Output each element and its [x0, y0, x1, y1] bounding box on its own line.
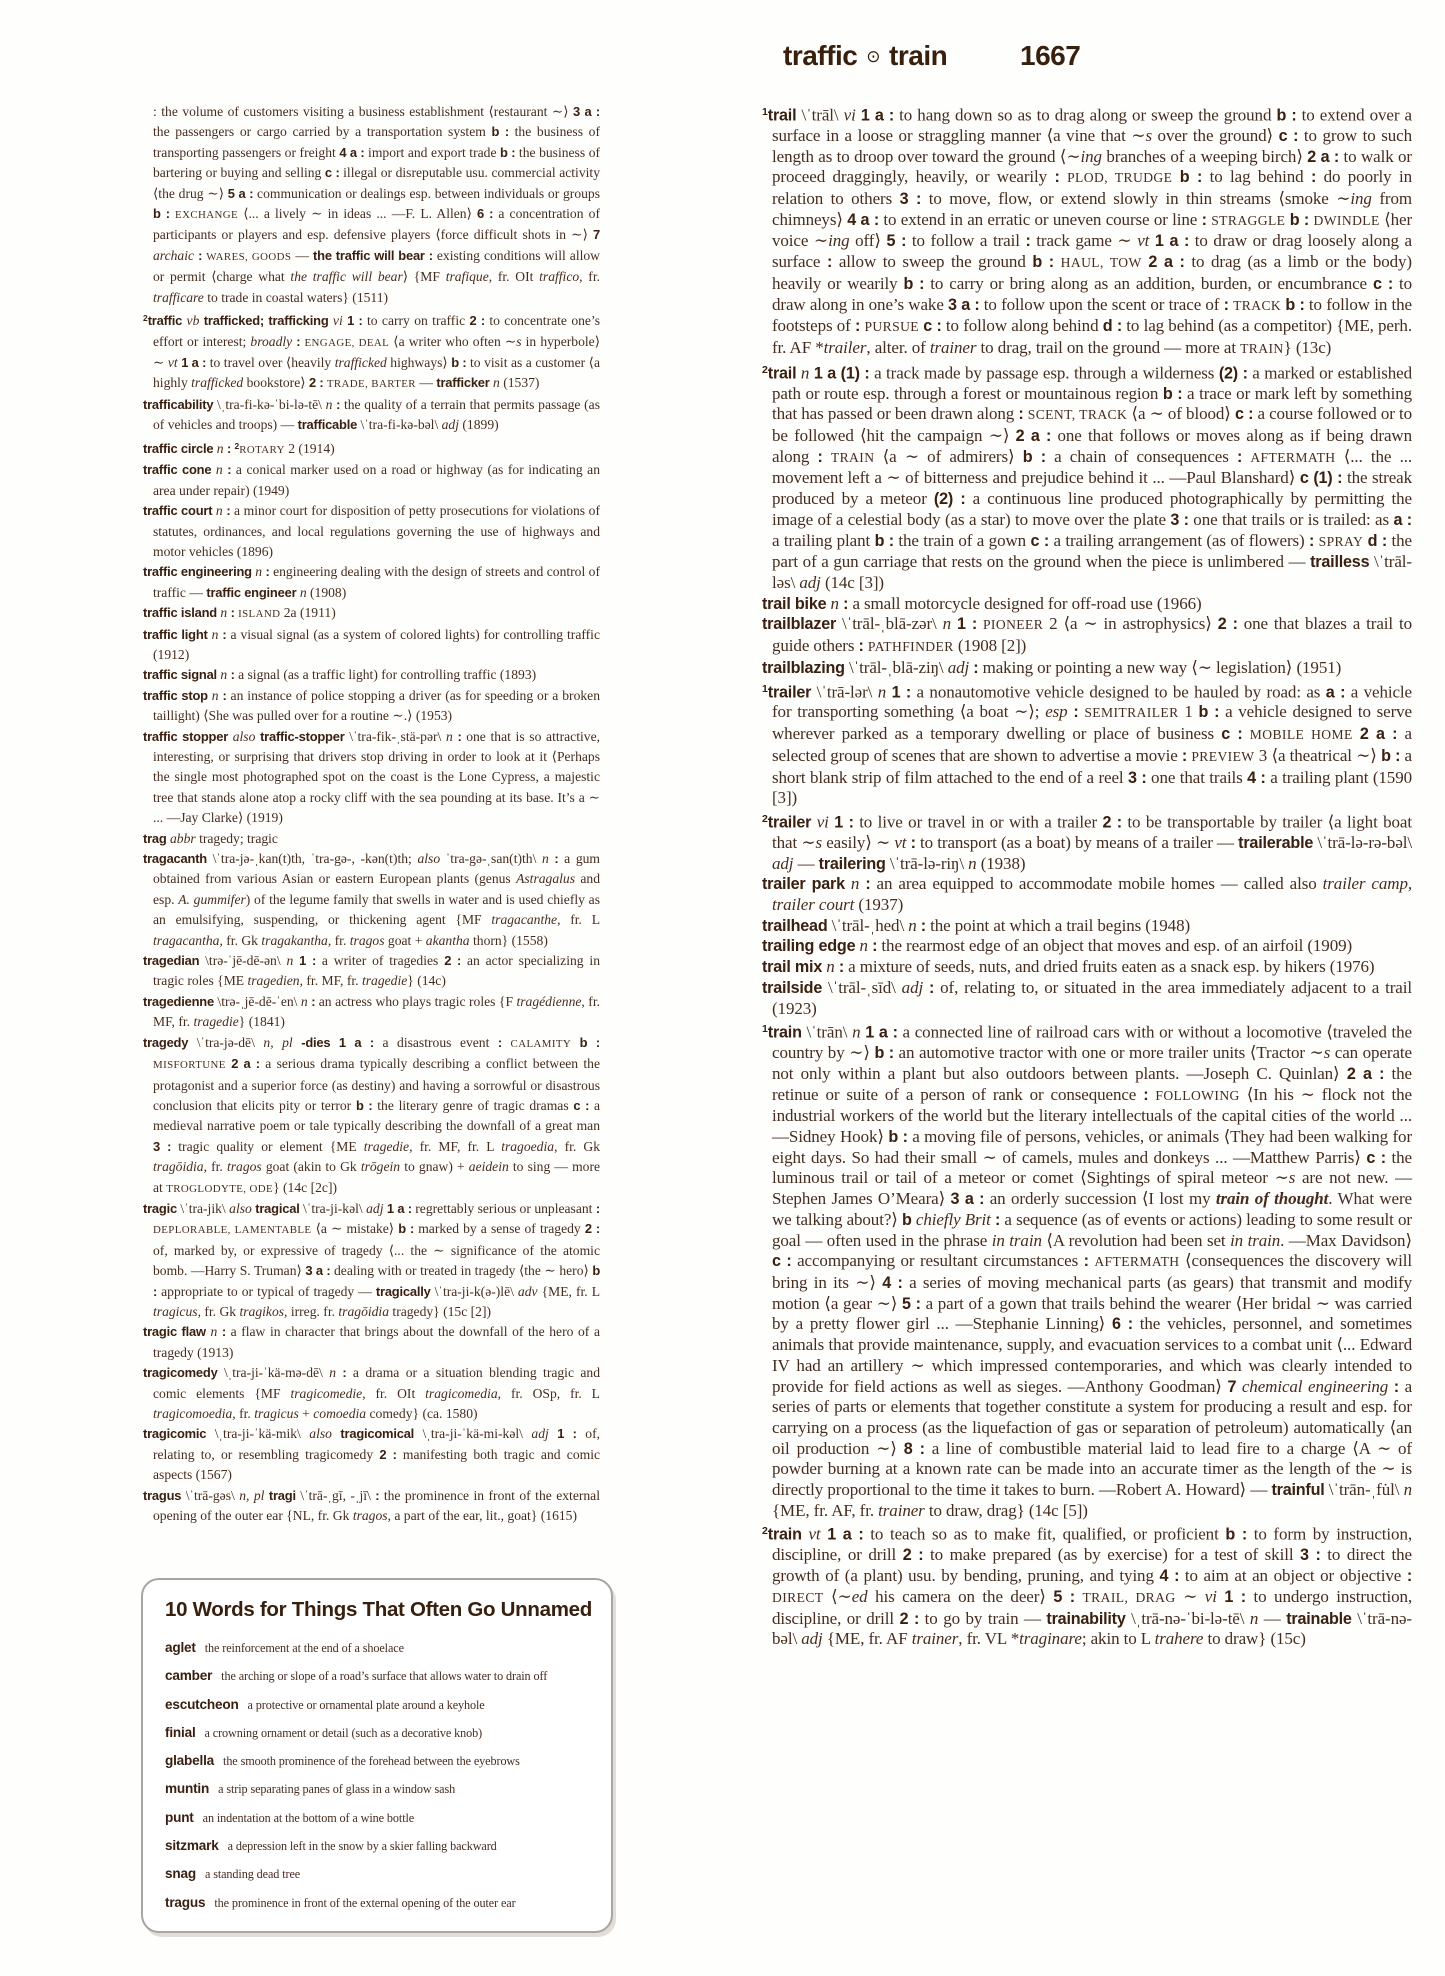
unnamed-word-definition: a crowning ornament or detail (such as a decorative knob): [204, 1725, 483, 1740]
unnamed-word-definition: a depression left in the snow by a skier falling backward: [227, 1839, 497, 1854]
unnamed-word: punt: [165, 1809, 194, 1825]
unnamed-word-item: [165, 1719, 591, 1747]
unnamed-word-definition: a standing dead tree: [204, 1867, 301, 1882]
dictionary-entry: : the volume of customers visiting a business establishment ⟨restaurant ∼⟩ 3 a : the passengers or cargo carried by a transportation system b : the business of transporting passengers or freight 4 a : import and export trade b : the business of bartering or buying and selling c : illegal or disreputable usu. commercial activity ⟨the drug ∼⟩ 5 a : communication or dealings esp. between individuals or groups b : EXCHANGE ⟨... a lively ∼ in ideas ... —F. L. Allen⟩ 6 : a concentration of participants or players and esp. defensive players ⟨force difficult shots in ∼⟩ 7 archaic : WARES, GOODS — the traffic will bear : existing conditions will allow or permit ⟨charge what the traffic will bear⟩ {MF trafique, fr. OIt traffico, fr. trafficare to trade in coastal waters} (1511): [153, 104, 601, 305]
unnamed-word-definition: an indentation at the bottom of a wine bottle: [202, 1810, 415, 1825]
dictionary-entry: traffic stopper also traffic-stopper \ˈtra-fik-ˌstä-pər\ n : one that is so attractive, interesting, or surprising that drivers stop driving in order to look at it ⟨Perhaps the single most photographed spot on the coast is the Lone Cypress, a majestic tree that stands alone atop a rocky cliff with the sea pounding at its base. It’s a ∼ ... —Jay Clarke⟩ (1919): [143, 728, 600, 826]
dictionary-entry: tragic \ˈtra-jik\ also tragical \ˈtra-ji-kəl\ adj 1 a : regrettably serious or unpleasant : DEPLORABLE, LAMENTABLE ⟨a ∼ mistake⟩ b : marked by a sense of tragedy 2 : of, marked by, or expressive of tragedy ⟨... the ∼ significance of the atomic bomb. —Harry S. Truman⟩ 3 a : dealing with or treated in tragedy ⟨the ∼ hero⟩ b : appropriate to or typical of tragedy — tragically \ˈtra-ji-k(ə-)lē\ adv {ME, fr. L tragicus, fr. Gk tragikos, irreg. fr. tragōidia tragedy} (15c [2]): [143, 1200, 601, 1319]
unnamed-word: sitzmark: [165, 1838, 219, 1854]
dictionary-entry: $^1$train \ˈtrān\ n 1 a : a connected line of railroad cars with or without a locomotive ⟨traveled the country by ∼⟩ b : an automotive tractor with one or more trailer units ⟨Tractor ∼s can operate not only within a plant but also outdoors between plants. —Joseph C. Quinlan⟩ 2 a : the retinue or suite of a person of rank or consequence : FOLLOWING ⟨In his ∼ flock not the industrial workers of the world but the literary intellectuals of the capital cities of the world ... —Sidney Hook⟩ b : a moving file of persons, vehicles, or animals ⟨They had been walking for eight days. So had their small ∼ of camels, mules and donkeys ... —Matthew Parris⟩ c : the luminous trail or tail of a meteor or comet ⟨Sightings of spiral meteor ∼s are not new. —Stephen James O’Meara⟩ 3 a : an orderly succession ⟨I lost my train of thought. What were we talking about?⟩ b chiefly Brit : a sequence (as of events or actions) leading to some result or goal — often used in the phrase in train ⟨A revolution had been set in train. —Max Davidson⟩ c : accompanying or resultant circumstances : AFTERMATH ⟨consequences the discovery will bring in its ∼⟩ 4 : a series of moving mechanical parts (as gears) that transmit and modify motion ⟨a gear ∼⟩ 5 : a part of a gown that trails behind the wearer ⟨Her bridal ∼ was carried by a pretty flower girl ... —Stephanie Linning⟩ 6 : the vehicles, personnel, and sometimes animals that provide maintenance, supply, and evacuation services to a combat unit ⟨... Edward IV had an artillery ∼ which impressed contemporaries, and which was clearly intended to provide for field actions as well as sieges. —Anthony Goodman⟩ 7 chemical engineering : a series of parts or elements that together constitute a system for producing a result and esp. for carrying on a process (as the liquefaction of gas or separation of petroleum) automatically ⟨an oil production ∼⟩ 8 : a line of combustible material laid to lead fire to a charge ⟨A ∼ of powder burning at a known rate can be made into an accurate timer as the length of the ∼ is directly proportional to the time it takes to burn. —Robert A. Howard⟩ — trainful \ˈtrān-ˌfu̇l\ n {ME, fr. AF, fr. trainer to draw, drag} (14c [5]): [762, 1022, 1413, 1520]
unnamed-word: finial: [165, 1724, 196, 1740]
dictionary-entry: trailhead \ˈtrāl-ˌhed\ n : the point at which a trail begins (1948): [762, 915, 1191, 935]
dictionary-entry: traffic court n : a minor court for disposition of petty prosecutions for violations of statutes, ordinances, and local regulations governing the use of highways and motor vehicles (1896): [143, 503, 600, 559]
unnamed-words-box-title: 10 Words for Things That Often Go Unnamed: [165, 1598, 592, 1621]
unnamed-words-box: [141, 1578, 613, 1933]
unnamed-word-item: [165, 1804, 591, 1832]
unnamed-word: escutcheon: [165, 1696, 239, 1712]
dictionary-entry: $^2$trailer vi 1 : to live or travel in or with a trailer 2 : to be transportable by trailer ⟨a light boat that ∼s easily⟩ ∼ vt : to transport (as a boat) by means of a trailer — trailerable \ˈtrā-lə-rə-bəl\ adj — trailering \ˈtrā-lə-riŋ\ n (1938): [762, 812, 1413, 873]
dictionary-entry: traffic island n : ISLAND 2a (1911): [143, 605, 336, 621]
dictionary-entry: tragedienne \trə-ˌjē-dē-ˈen\ n : an actress who plays tragic roles {F tragédienne, fr. MF, fr. tragedie} (1841): [143, 993, 600, 1030]
unnamed-word-item: [165, 1691, 591, 1719]
unnamed-word-item: [165, 1634, 591, 1662]
unnamed-word-item: [165, 1747, 591, 1775]
unnamed-word: glabella: [165, 1753, 215, 1769]
dictionary-entry: tragicomic \ˌtra-ji-ˈkä-mik\ also tragicomical \ˌtra-ji-ˈkä-mi-kəl\ adj 1 : of, relating to, or resembling tragicomedy 2 : manifesting both tragic and comic aspects (1567): [143, 1426, 601, 1483]
unnamed-word-item: [165, 1662, 591, 1690]
page-number: 1667: [1020, 40, 1081, 71]
unnamed-words-list: [165, 1634, 591, 1917]
dictionary-entry: trafficability \ˌtra-fi-kə-ˈbi-lə-tē\ n : the quality of a terrain that permits passage (as of vehicles and troops) — trafficable \ˈtra-fi-kə-bəl\ adj (1899): [143, 396, 600, 433]
left-column: [143, 102, 600, 1526]
unnamed-word-item: [165, 1832, 591, 1860]
dictionary-entry: trailblazer \ˈtrāl-ˌblā-zər\ n 1 : PIONEER 2 ⟨a ∼ in astrophysics⟩ 2 : one that blazes a trail to guide others : PATHFINDER (1908 [2]): [762, 614, 1412, 656]
dictionary-entry: tragicomedy \ˌtra-ji-ˈkä-mə-dē\ n : a drama or a situation blending tragic and comic elements {MF tragicomedie, fr. OIt tragicomedia, fr. OSp, fr. L tragicomoedia, fr. tragicus + comoedia comedy} (ca. 1580): [143, 1365, 601, 1421]
dictionary-entry: $^2$train vt 1 a : to teach so as to make fit, qualified, or proficient b : to form by instruction, discipline, or drill 2 : to make prepared (as by exercise) for a test of skill 3 : to direct the growth of (a plant) usu. by bending, pruning, and tying 4 : to aim at an object or objective : DIRECT ⟨∼ed his camera on the deer⟩ 5 : TRAIL, DRAG ∼ vi 1 : to undergo instruction, discipline, or drill 2 : to go by train — trainability \ˌtrā-nə-ˈbi-lə-tē\ n — trainable \ˈtrā-nə-bəl\ adj {ME, fr. AF trainer, fr. VL *traginare; akin to L trahere to draw} (15c): [762, 1524, 1413, 1649]
unnamed-word-definition: the reinforcement at the end of a shoelace: [204, 1641, 404, 1655]
dictionary-entry: $^2$traffic vb trafficked; trafficking vi 1 : to carry on traffic 2 : to concentrate one’s effort or interest; broadly : ENGAGE, DEAL ⟨a writer who often ∼s in hyperbole⟩ ∼ vt 1 a : to travel over ⟨heavily trafficked highways⟩ b : to visit as a customer ⟨a highly trafficked bookstore⟩ 2 : TRADE, BARTER — trafficker n (1537): [143, 313, 601, 391]
unnamed-word: aglet: [165, 1640, 196, 1655]
unnamed-word-definition: the arching or slope of a road’s surface that allows water to drain off: [221, 1669, 548, 1684]
unnamed-word-definition: a strip separating panes of glass in a window sash: [218, 1782, 456, 1797]
dictionary-entry: traffic signal n : a signal (as a traffic light) for controlling traffic (1893): [143, 667, 537, 683]
dictionary-entry: trailblazing \ˈtrāl-ˌblā-ziŋ\ adj : making or pointing a new way ⟨∼ legislation⟩ (1951): [762, 657, 1342, 677]
unnamed-word-item: [165, 1860, 591, 1888]
guide-word-right: train: [889, 40, 948, 71]
dictionary-entry: traffic circle n : $^2$ROTARY 2 (1914): [143, 440, 335, 456]
right-column: [762, 102, 1412, 1650]
dictionary-entry: tragus \ˈtrā-gəs\ n, pl tragi \ˈtrā-ˌgī, -ˌjī\ : the prominence in front of the external opening of the outer ear {NL, fr. Gk tragos, a part of the ear, lit., goat} (1615): [143, 1487, 600, 1524]
dictionary-entry: trail mix n : a mixture of seeds, nuts, and dried fruits eaten as a snack esp. by hikers (1976): [762, 957, 1375, 977]
guide-words: [783, 40, 947, 72]
dictionary-entry: tragedy \ˈtra-jə-dē\ n, pl -dies 1 a : a disastrous event : CALAMITY b : MISFORTUNE 2 a : a serious drama typically describing a conflict between the protagonist and a superior force (as destiny) and having a sorrowful or disastrous conclusion that elicits pity or terror b : the literary genre of tragic dramas c : a medieval narrative poem or tale typically describing the downfall of a great man 3 : tragic quality or element {ME tragedie, fr. MF, fr. L tragoedia, fr. Gk tragōidia, fr. tragos goat (akin to Gk trōgein to gnaw) + aeidein to sing — more at TROGLODYTE, ODE} (14c [2c]): [143, 1034, 601, 1195]
dictionary-entry: tragic flaw n : a flaw in character that brings about the downfall of the hero of a tragedy (1913): [143, 1324, 600, 1360]
dictionary-entry: traffic stop n : an instance of police stopping a driver (as for speeding or a broken taillight) ⟨She was pulled over for a routine ∼.⟩ (1953): [143, 687, 600, 724]
guide-word-left: traffic: [783, 40, 858, 71]
unnamed-word-definition: the prominence in front of the external opening of the outer ear: [214, 1895, 516, 1910]
unnamed-word: snag: [165, 1866, 196, 1882]
unnamed-word-item: [165, 1775, 591, 1803]
unnamed-word: camber: [165, 1668, 213, 1684]
dictionary-entry: traffic cone n : a conical marker used on a road or highway (as for indicating an area under repair) (1949): [143, 462, 601, 498]
unnamed-word-definition: the smooth prominence of the forehead between the eyebrows: [223, 1754, 520, 1769]
guide-word-separator-icon: ⊙: [866, 47, 881, 66]
unnamed-word-definition: a protective or ornamental plate around a keyhole: [247, 1697, 485, 1712]
dictionary-entry: trailing edge n : the rearmost edge of an object that moves and esp. of an airfoil (1909): [762, 936, 1353, 956]
dictionary-entry: $^1$trailer \ˈtrā-lər\ n 1 : a nonautomotive vehicle designed to be hauled by road: as a : a vehicle for transporting something ⟨a boat ∼⟩; esp : SEMITRAILER 1 b : a vehicle designed to serve wherever parked as a temporary dwelling or place of business c : MOBILE HOME 2 a : a selected group of scenes that are shown to advertise a movie : PREVIEW 3 ⟨a theatrical ∼⟩ b : a short blank strip of film attached to the end of a reel 3 : one that trails 4 : a trailing plant (1590 [3]): [762, 681, 1413, 808]
dictionary-entry: $^1$trail \ˈtrāl\ vi 1 a : to hang down so as to drag along or sweep the ground b : to extend over a surface in a loose or straggling manner ⟨a vine that ∼s over the ground⟩ c : to grow to such length as to droop over toward the ground ⟨∼ing branches of a weeping birch⟩ 2 a : to walk or proceed draggingly, heavily, or wearily : PLOD, TRUDGE b : to lag behind : do poorly in relation to others 3 : to move, flow, or extend slowly in thin streams ⟨smoke ∼ing from chimneys⟩ 4 a : to extend in an erratic or uneven course or line : STRAGGLE b : DWINDLE ⟨her voice ∼ing off⟩ 5 : to follow a trail : track game ∼ vt 1 a : to draw or drag loosely along a surface : allow to sweep the ground b : HAUL, TOW 2 a : to drag (as a limb or the body) heavily or wearily b : to carry or bring along as an addition, burden, or encumbrance c : to draw along in one’s wake 3 a : to follow upon the scent or trace of : TRACK b : to follow in the footsteps of : PURSUE c : to follow along behind d : to lag behind (as a competitor) {ME, perh. fr. AF *trailer, alter. of trainer to drag, trail on the ground — more at TRAIN} (13c): [762, 105, 1413, 357]
unnamed-word: muntin: [165, 1781, 210, 1797]
dictionary-entry: trailside \ˈtrāl-ˌsīd\ adj : of, relating to, or situated in the area immediately adjacent to a trail (1923): [762, 977, 1412, 1018]
dictionary-entry: trag abbr tragedy; tragic: [143, 830, 278, 846]
unnamed-word-item: [165, 1889, 591, 1917]
dictionary-entry: traffic light n : a visual signal (as a system of colored lights) for controlling traffic (1912): [143, 626, 600, 662]
dictionary-entry: traffic engineering n : engineering dealing with the design of streets and control of traffic — traffic engineer n (1908): [143, 564, 601, 600]
dictionary-entry: trail bike n : a small motorcycle designed for off-road use (1966): [762, 593, 1202, 613]
dictionary-entry: tragacanth \ˈtra-jə-ˌkan(t)th, ˈtra-gə-, -kən(t)th; also ˈtra-gə-ˌsan(t)th\ n : a gum obtained from various Asian or eastern European plants (genus Astragalus and esp. A. gummifer) of the legume family that swells in water and is used chiefly as an emulsifying, suspending, or thickening agent {MF tragacanthe, fr. L tragacantha, fr. Gk tragakantha, fr. tragos goat + akantha thorn} (1558): [143, 851, 600, 948]
dictionary-entry: $^2$trail n 1 a (1) : a track made by passage esp. through a wilderness (2) : a marked or established path or route esp. through a forest or mountainous region b : a trace or mark left by something that has passed or been drawn along : SCENT, TRACK ⟨a ∼ of blood⟩ c : a course followed or to be followed ⟨hit the campaign ∼⟩ 2 a : one that follows or moves along as if being drawn along : TRAIN ⟨a ∼ of admirers⟩ b : a chain of consequences : AFTERMATH ⟨... the ... movement left a ∼ of bitterness and prejudice behind it ... —Paul Blanshard⟩ c (1) : the streak produced by a meteor (2) : a continuous line produced photographically by permitting the image of a celestial body (as a star) to move over the plate 3 : one that trails or is trailed: as a : a trailing plant b : the train of a gown c : a trailing arrangement (as of flowers) : SPRAY d : the part of a gun carriage that rests on the ground when the piece is unlimbered — trailless \ˈtrāl-ləs\ adj (14c [3]): [762, 362, 1413, 592]
dictionary-entry: tragedian \trə-ˈjē-dē-ən\ n 1 : a writer of tragedies 2 : an actor specializing in tragic roles {ME tragedien, fr. MF, fr. tragedie} (14c): [143, 953, 601, 989]
unnamed-word: tragus: [165, 1894, 206, 1910]
dictionary-entry: trailer park n : an area equipped to accommodate mobile homes — called also trailer camp, trailer court (1937): [762, 874, 1412, 915]
